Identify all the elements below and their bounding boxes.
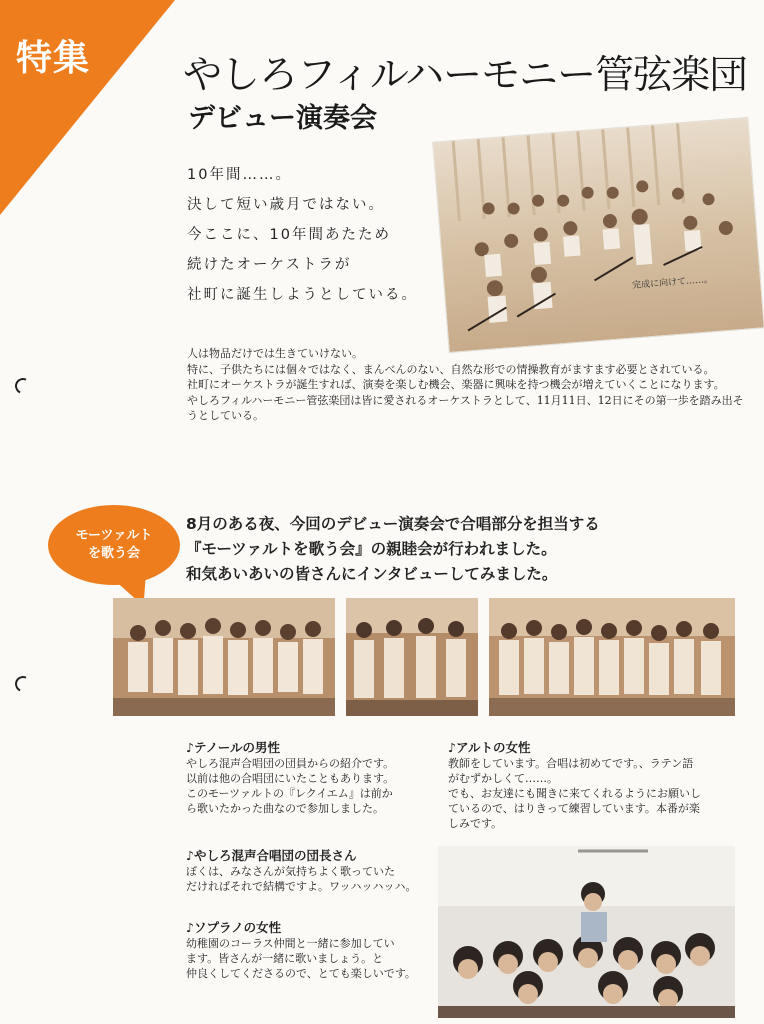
article-body <box>187 346 747 424</box>
body-paragraph: やしろフィルハーモニー管弦楽団は皆に愛されるオーケストラとして、11月11日、12日にその第一歩を踏み出そうとしている。 <box>187 393 744 423</box>
page-subtitle: デビュー演奏会 <box>188 103 377 134</box>
orchestra-rehearsal-photo <box>433 118 764 352</box>
interview-heading: ♪ソプラノの女性 <box>186 920 282 935</box>
body-paragraph: 人は物品だけでは生きていけない。 <box>187 347 363 360</box>
interview-heading: ♪やしろ混声合唱団の団長さん <box>186 848 357 863</box>
binder-hole-mark <box>13 674 34 695</box>
group-photo <box>438 846 735 1018</box>
interview-alto: ♪アルトの女性 教師をしています。合唱は初めてです。、ラテン語 がむずかしくて……。 でも、お友達にも聞きに来てくれるようにお願いし ているので、はりきって練習しています。本番が楽 しみです。 <box>448 740 701 830</box>
choir-photo-left <box>113 598 335 716</box>
intro-line: 8月のある夜、今回のデビュー演奏会で合唱部分を担当する <box>186 515 600 533</box>
interview-soprano: ♪ソプラノの女性 幼稚園のコーラス仲間と一緒に参加してい ます。皆さんが一緒に歌いましょう。と 仲良くしてくださるので、とても楽しいです。 <box>186 920 416 980</box>
interview-leader: ♪やしろ混声合唱団の団長さん ぼくは、みなさんが気持ちよく歌っていた だければそれで結構ですよ。ワッハッハッハ。 <box>186 848 417 893</box>
poem-line: 社町に誕生しようとしている。 <box>187 287 418 303</box>
body-paragraph: 特に、子供たちには個々ではなく、まんべんのない、自然な形での情操教育がますます必要とされている。 <box>187 362 715 376</box>
intro-line: 和気あいあいの皆さんにインタビューしてみました。 <box>186 565 558 583</box>
poem-line: 決して短い歳月ではない。 <box>187 197 385 213</box>
interview-heading: ♪テノールの男性 <box>186 740 280 755</box>
choir-photo-right <box>489 598 735 716</box>
body-paragraph: 社町にオーケストラが誕生すれば、演奏を楽しむ機会、楽器に興味を持つ機会が増えていくことになります。 <box>187 378 725 392</box>
interview-tenor: ♪テノールの男性 やしろ混声合唱団の団員からの紹介です。 以前は他の合唱団にいたこともあります。 このモーツァルトの『レクイエム』は前か ら歌いたかった曲なので参加しました。 <box>186 740 395 815</box>
binder-hole-mark <box>13 376 34 397</box>
intro-line: 『モーツァルトを歌う会』の親睦会が行われました。 <box>186 540 557 558</box>
feature-tag: 特集 <box>16 38 91 79</box>
poem-line: 続けたオーケストラが <box>187 257 352 273</box>
orchestra-caption: 完成に向けて……。 <box>631 274 714 292</box>
choir-photo-middle <box>346 598 478 716</box>
intro-poem <box>187 160 418 310</box>
bubble-label: モーツァルト を歌う会 <box>75 528 153 561</box>
poem-line: 今ここに、10年間あたため <box>187 227 391 243</box>
poem-line: 10年間……。 <box>187 167 292 183</box>
page-title: やしろフィルハーモニー管弦楽団 <box>183 53 748 98</box>
interview-intro <box>186 512 600 587</box>
interview-heading: ♪アルトの女性 <box>448 740 531 755</box>
